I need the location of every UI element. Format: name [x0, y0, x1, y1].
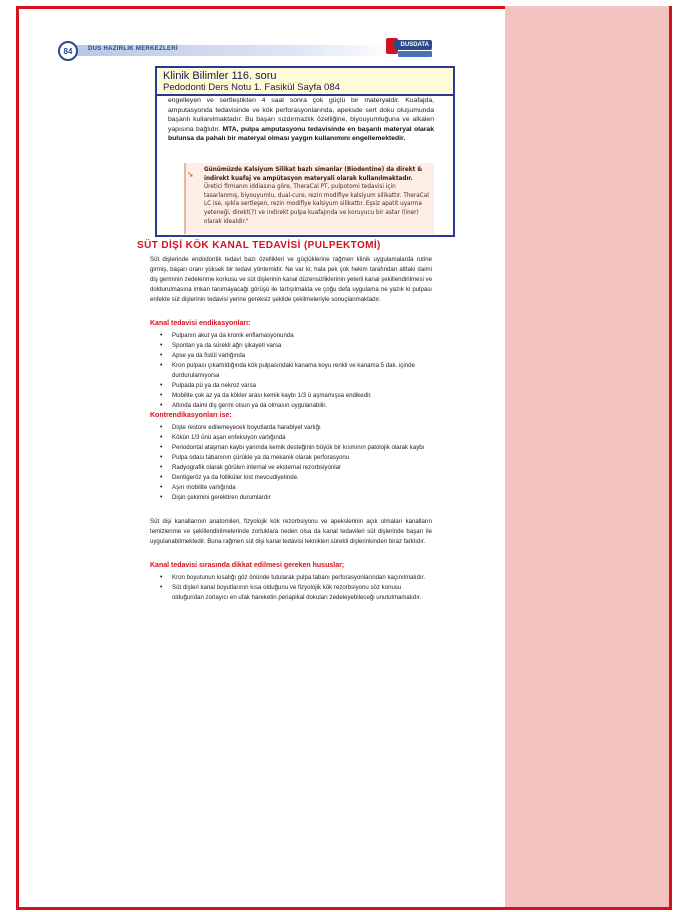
attention-heading: Kanal tedavisi sırasında dikkat edilmesi gereken hususlar;	[150, 562, 345, 569]
callout-source-ref: Pedodonti Ders Notu 1. Fasikül Sayfa 084	[163, 82, 340, 93]
note-body: Üretici firmanın iddiasına göre, TheraCal PT, pulpotomi tedavisi için tasarlanmış, biyouyumlu, dual-cure, rezin modifiye kalsiyum silikattır. TheraCal LC ise, ışıkla sertleşen, rezin modifiye kalsiyum silikattır. Eşsiz apatit uyarma yeteneği, direkt(?) ve indirekt pulpa kuafajında ve koruyucu bir astar (liner) olarak idealdir."	[204, 184, 429, 225]
list-item: • Spontan ya da sürekli ağrı şikayeti varsa	[150, 341, 432, 351]
box-paragraph	[168, 96, 434, 144]
page-number: 84	[58, 41, 78, 61]
side-panel	[505, 6, 669, 907]
logo-text: DUSDATA	[394, 40, 432, 50]
list-item: • Altında daimi diş germi olsun ya da olmasın uygulanabilir.	[150, 401, 432, 411]
section-title: SÜT DİŞİ KÖK KANAL TEDAVİSİ (PULPEKTOMİ)	[137, 240, 381, 251]
list-item: • Kökün 1/3 ünü aşan enfeksiyon varlığında	[150, 433, 432, 443]
list-item: • Dişin çekimini gerektiren durumlardır	[150, 493, 432, 503]
attention-list	[150, 573, 432, 603]
box-paragraph-plain: engelleyen ve sertleştikten 4 saat sonra çok güçlü bir materyaldir. Kuafajda, amputasyonda tedavisinde ve kök perforasyonlarında, apeksde sert doku oluşumunda başarılı kullanılmaktadır. Bu başarı sızdırmazlık özelliğine, biyouyumluğuna ve alkalen yapısına bağlıdır.	[168, 97, 434, 133]
series-title: DUS HAZIRLIK MERKEZLERİ	[88, 46, 178, 52]
indications-list	[150, 331, 432, 411]
list-item: • Aşırı mobilite varlığında	[150, 483, 432, 493]
list-item: • Pulpa odası tabanının çürükle ya da mekanik olarak perforasyonu	[150, 453, 432, 463]
note-bold: Günümüzde Kalsiyum Silikat bazlı simanlar (Biodentine) da direkt & indirekt kuafaj ve ampütasyon materyali olarak kullanılmaktadır.	[204, 167, 423, 182]
list-item: • Pulpanın akut ya da kronik enflamasyonunda	[150, 331, 432, 341]
indications-heading: Kanal tedavisi endikasyonları:	[150, 320, 251, 327]
intro-paragraph: Süt dişlerinde endodontik tedavi bazı özellikleri ve güçlüklerine rağmen klinik uygulamalarda rutine girmiş, başarı oranı yüksek bir tedavi yöntemidir. Ne var ki; hala pek çok hekim tarafından alttaki daimi diş germinin zedelenme korkusu ve süt dişlerinin kanal düzensizliklerinin yeterli kanal şekillendirilmesi ve doldurulmasına imkan tanımayacağı görüşü ile tartışılmakta ve çoğu defa uygulama ne yazık ki pulpası enfekte süt dişlerinin tedavisi yerine gereksiz şekilde çekilmeleriyle sonuçlanmaktadır.	[150, 256, 432, 304]
reference-callout	[155, 66, 455, 96]
note-arrow-icon: ➘	[187, 170, 194, 179]
list-item: • Kron boyutunun kısalığı göz önünde tutularak pulpa tabanı perforasyonlarından kaçınılmalıdır.	[150, 573, 432, 583]
list-item: • Mobilite çok az ya da kökler arası kemik kaybı 1/3 ü aşmamışsa endikedir.	[150, 391, 432, 401]
list-item: • Apse ya da fistül varlığında	[150, 351, 432, 361]
publisher-logo	[386, 38, 432, 60]
box-paragraph-bold: MTA, pulpa amputasyonu tedavisinde en başarılı materyal olarak bulunsa da pahalı bir materyal olması yaygın kullanımını engellemektedir.	[168, 125, 434, 143]
anatomy-paragraph: Süt dişi kanallarının anatomileri, fizyolojik kök rezorbsiyonu ve apekslerinin açık olmaları kanalların temizlenme ve şekillendirilmelerinde zorluklara neden olsa da kanal tedavileri süt dişlerinde başarı ile uygulanabilmektedir. Buna rağmen süt dişi kanal tedavisi teknikleri sürekli dişlerinkinden biraz farklıdır.	[150, 518, 432, 546]
list-item: • Radyografik olarak görülen internal ve eksternal rezorbsiyonlar	[150, 463, 432, 473]
list-item: • Süt dişleri kanal boyutlarının kısa olduğunu ve fizyolojik kök rezorbsiyonu söz konusu olduğundan zorlayıcı en ufak hareketin periapikal dokuları zedeleyebileceği unutulmamalıdır.	[150, 583, 432, 603]
list-item: • Dişte restore edilemeyecek boyutlarda harabiyet varlığı	[150, 423, 432, 433]
contraindications-heading: Kontrendikasyonları ise:	[150, 412, 232, 419]
list-item: • Pulpada pü ya da nekroz varsa	[150, 381, 432, 391]
list-item: • Kron pulpası çıkartıldığında kök pulpasındaki kanama koyu renkli ve kanama 5 dak. içinde durdurulamıyorsa	[150, 361, 432, 381]
contraindications-list	[150, 423, 432, 503]
note-text	[204, 166, 430, 226]
logo-tagline-bar	[398, 51, 432, 57]
callout-question-ref: Klinik Bilimler 116. soru	[163, 70, 277, 82]
list-item: • Dentigeröz ya da folliküler kist mevcudiyetinde.	[150, 473, 432, 483]
list-item: • Periodontal ataşman kaybı yanında kemik desteğinin büyük bir kısmının patolojik olarak kaybı	[150, 443, 432, 453]
